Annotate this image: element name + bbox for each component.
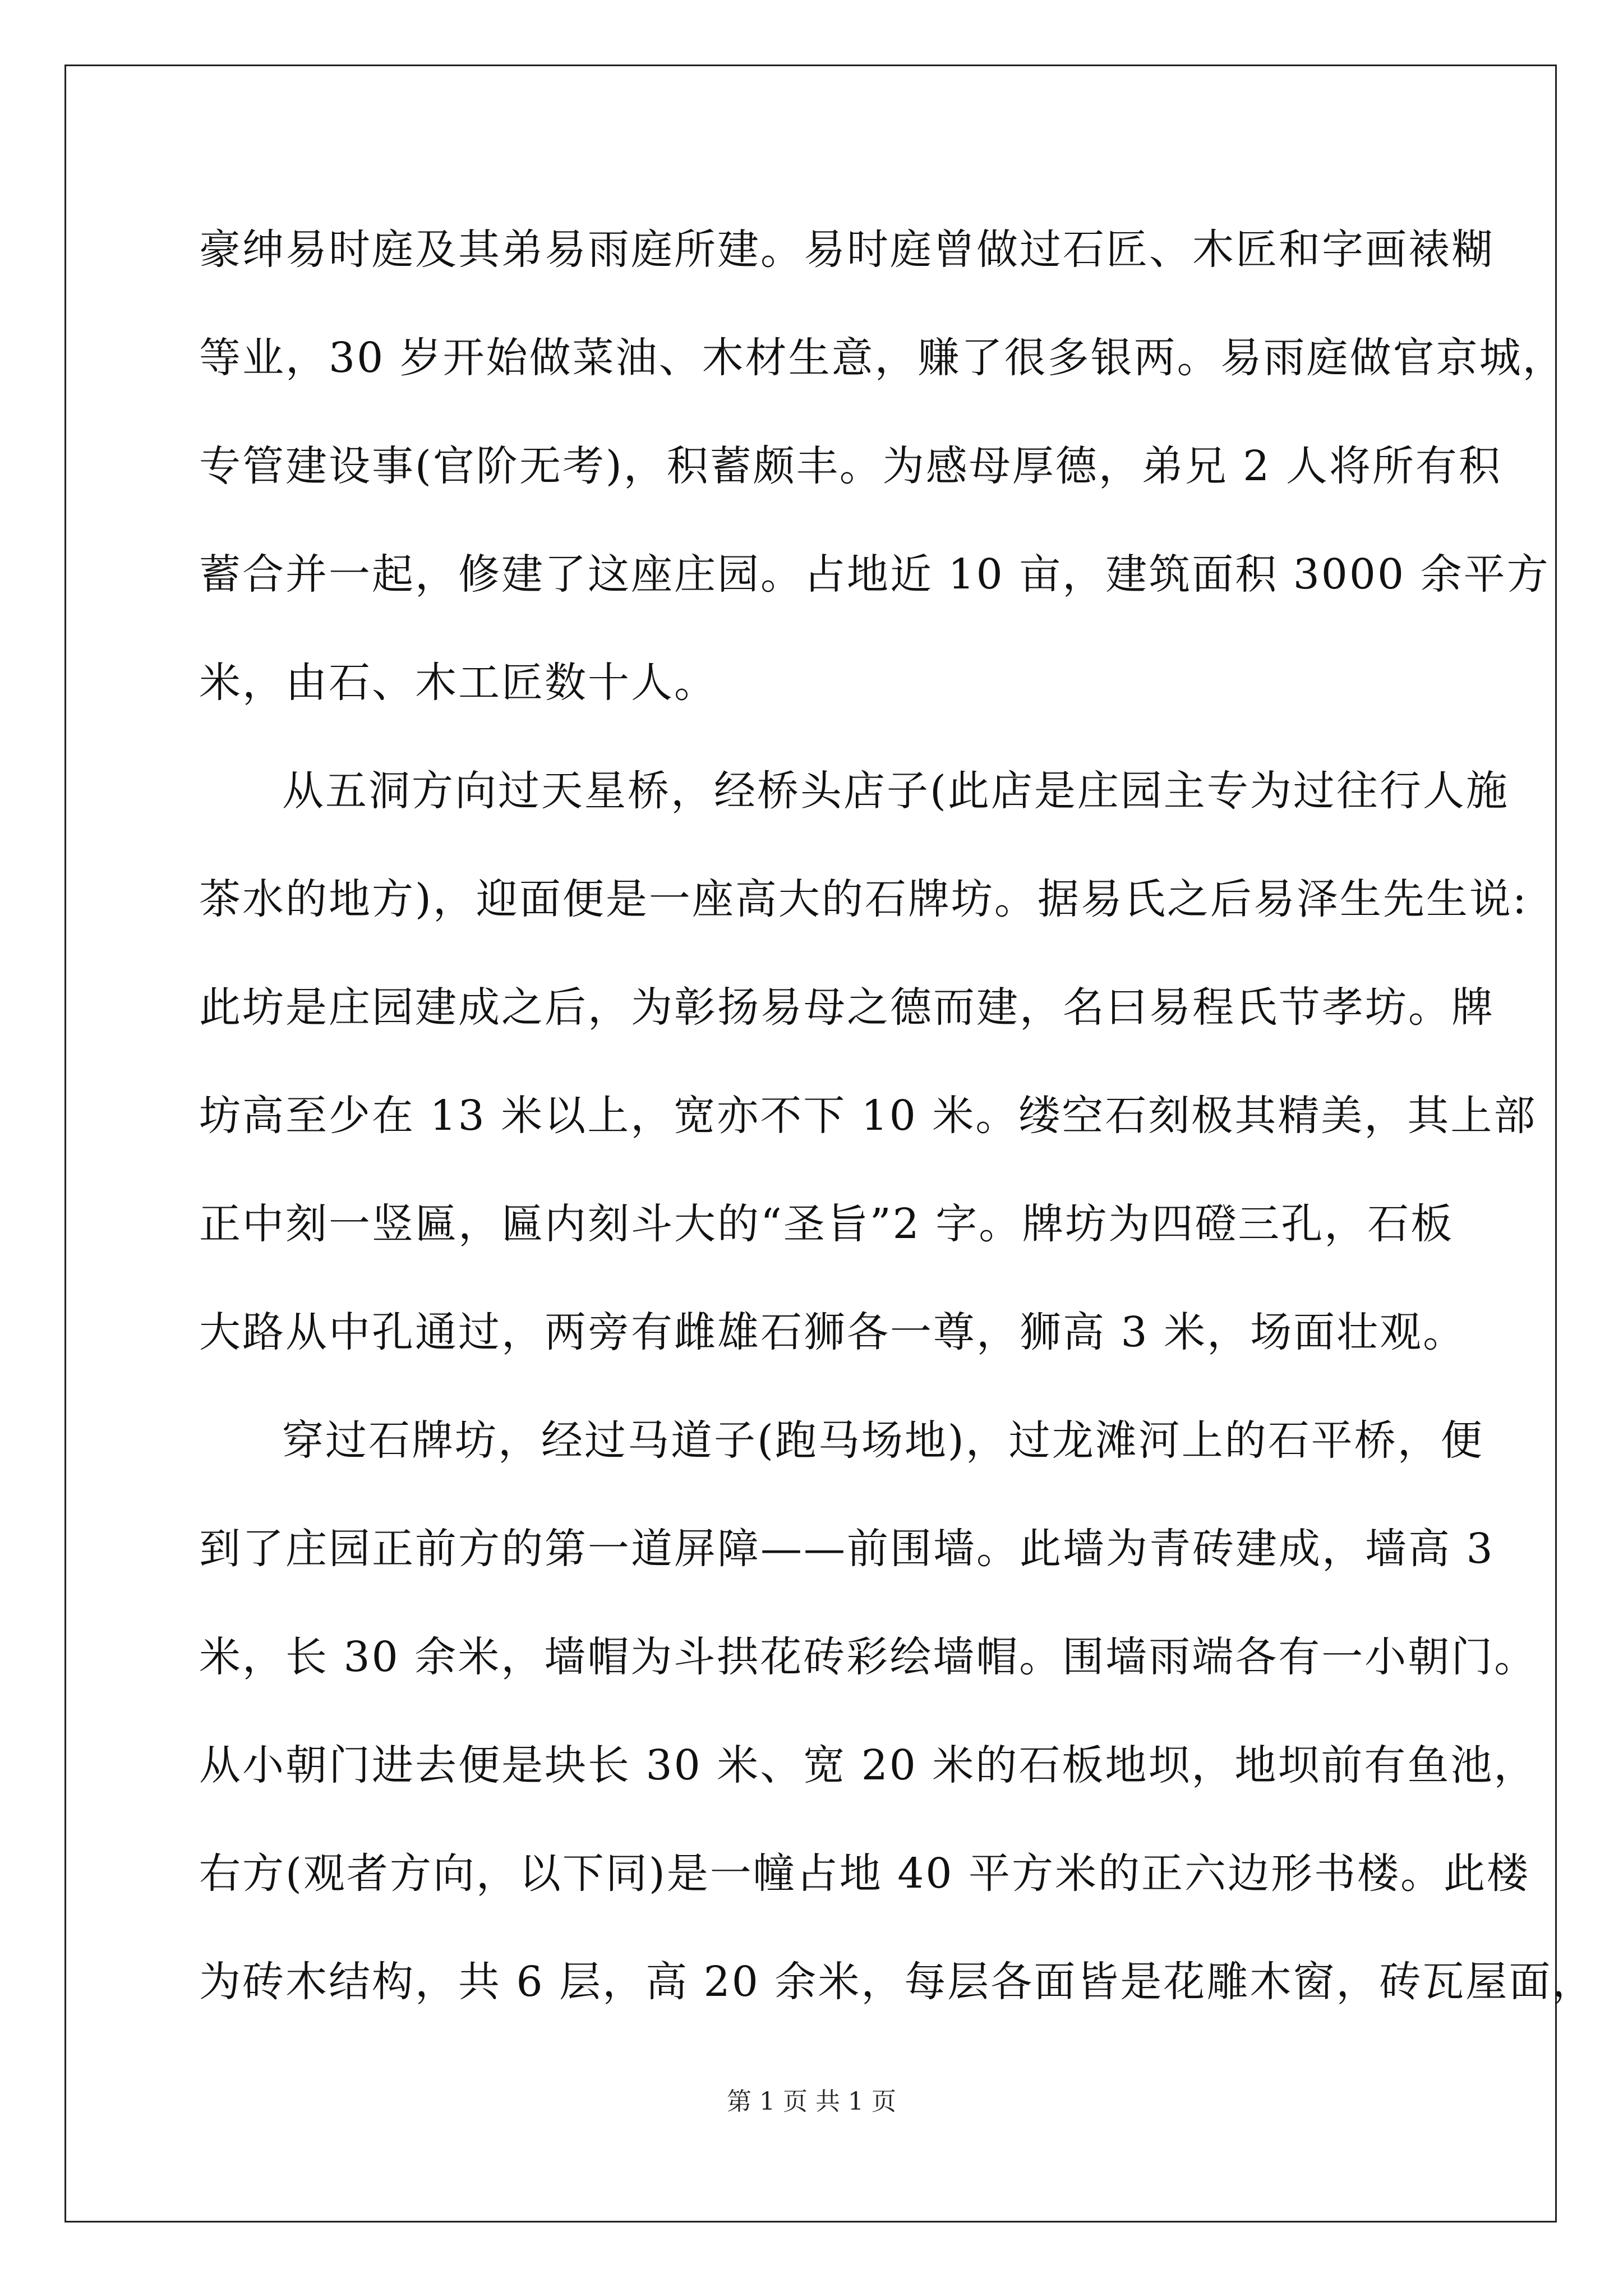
- text-line: 正中刻一竖匾，匾内刻斗大的“圣旨”2 字。牌坊为四磴三孔，石板: [199, 1200, 1454, 1248]
- text-line: 米，由石、木工匠数十人。: [199, 659, 717, 707]
- text-line: 大路从中孔通过，两旁有雌雄石狮各一尊，狮高 3 米，场面壮观。: [199, 1308, 1467, 1356]
- paragraph-3: [199, 1401, 1596, 2051]
- text-line: 蓄合并一起，修建了这座庄园。占地近 10 亩，建筑面积 3000 余平方: [199, 550, 1550, 599]
- paragraph-2: [199, 752, 1537, 1401]
- text-line: 坊高至少在 13 米以上，宽亦不下 10 米。缕空石刻极其精美，其上部: [199, 1092, 1537, 1140]
- text-line: 此坊是庄园建成之后，为彰扬易母之德而建，名曰易程氏节孝坊。牌: [199, 983, 1495, 1032]
- text-line: 从五洞方向过天星桥，经桥头店子(此店是庄园主专为过往行人施: [282, 767, 1509, 815]
- page-number-footer: 第 1 页 共 1 页: [727, 2087, 896, 2116]
- text-line: 从小朝门进去便是块长 30 米、宽 20 米的石板地坝，地坝前有鱼池，: [199, 1741, 1537, 1789]
- text-line: 茶水的地方)，迎面便是一座高大的石牌坊。据易氏之后易泽生先生说:: [199, 875, 1528, 923]
- text-line: 右方(观者方向，以下同)是一幢占地 40 平方米的正六边形书楼。此楼: [199, 1849, 1530, 1898]
- text-line: 穿过石牌坊，经过马道子(跑马场地)，过龙滩河上的石平桥，便: [282, 1416, 1484, 1465]
- document-body: [199, 210, 1596, 2051]
- text-line: 为砖木结构，共 6 层，高 20 余米，每层各面皆是花雕木窗，砖瓦屋面，: [199, 1958, 1596, 2006]
- paragraph-1: [199, 210, 1566, 752]
- text-line: 到了庄园正前方的第一道屏障——前围墙。此墙为青砖建成，墙高 3: [199, 1525, 1495, 1573]
- text-line: 豪绅易时庭及其弟易雨庭所建。易时庭曾做过石匠、木匠和字画裱糊: [199, 226, 1495, 274]
- text-line: 专管建设事(官阶无考)，积蓄颇丰。为感母厚德，弟兄 2 人将所有积: [199, 442, 1502, 490]
- text-line: 米，长 30 余米，墙帽为斗拱花砖彩绘墙帽。围墙雨端各有一小朝门。: [199, 1633, 1538, 1681]
- text-line: 等业，30 岁开始做菜油、木材生意，赚了很多银两。易雨庭做官京城，: [199, 334, 1566, 382]
